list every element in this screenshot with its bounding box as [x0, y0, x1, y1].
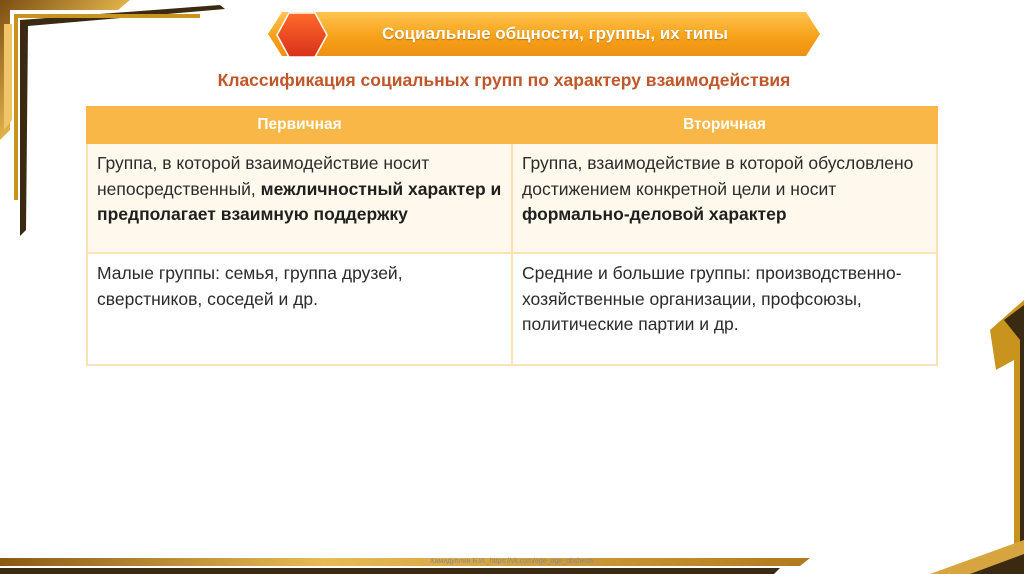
cell-secondary-examples: [512, 253, 937, 365]
cell-text: Группа, взаимодействие в которой обусловлено достижением конкретной цели и носит: [522, 153, 914, 199]
table-row: [87, 253, 937, 365]
cell-bold-text: формально-деловой характер: [522, 204, 787, 224]
cell-text: Группа, в которой взаимодействие носит непосредственный,: [97, 153, 430, 199]
cell-bold-text: межличностный характер и предполагает взаимную поддержку: [97, 178, 502, 224]
cell-text: Малые группы: семья, группа друзей, сверстников, соседей и др.: [97, 263, 403, 309]
cell-primary-definition: [87, 143, 512, 253]
cell-text: Средние и большие группы: производственно-хозяйственные организации, профсоюзы, политические партии и др.: [522, 263, 902, 334]
classification-table: [86, 106, 938, 366]
column-header-secondary: Вторичная: [512, 107, 937, 143]
cell-primary-examples: [87, 253, 512, 365]
corner-frame-bottom-right: [900, 540, 1024, 574]
footer-credit: Хамидуллин Б.И._https://vk.com/ege_oge_obshestv: [429, 558, 595, 565]
table-header-row: [87, 107, 937, 143]
cell-secondary-definition: [512, 143, 937, 253]
table-row: [87, 143, 937, 253]
page-title: Социальные общности, группы, их типы: [382, 24, 728, 43]
column-header-primary: Первичная: [87, 107, 512, 143]
slide-subtitle: Классификация социальных групп по характеру взаимодействия: [217, 70, 791, 90]
